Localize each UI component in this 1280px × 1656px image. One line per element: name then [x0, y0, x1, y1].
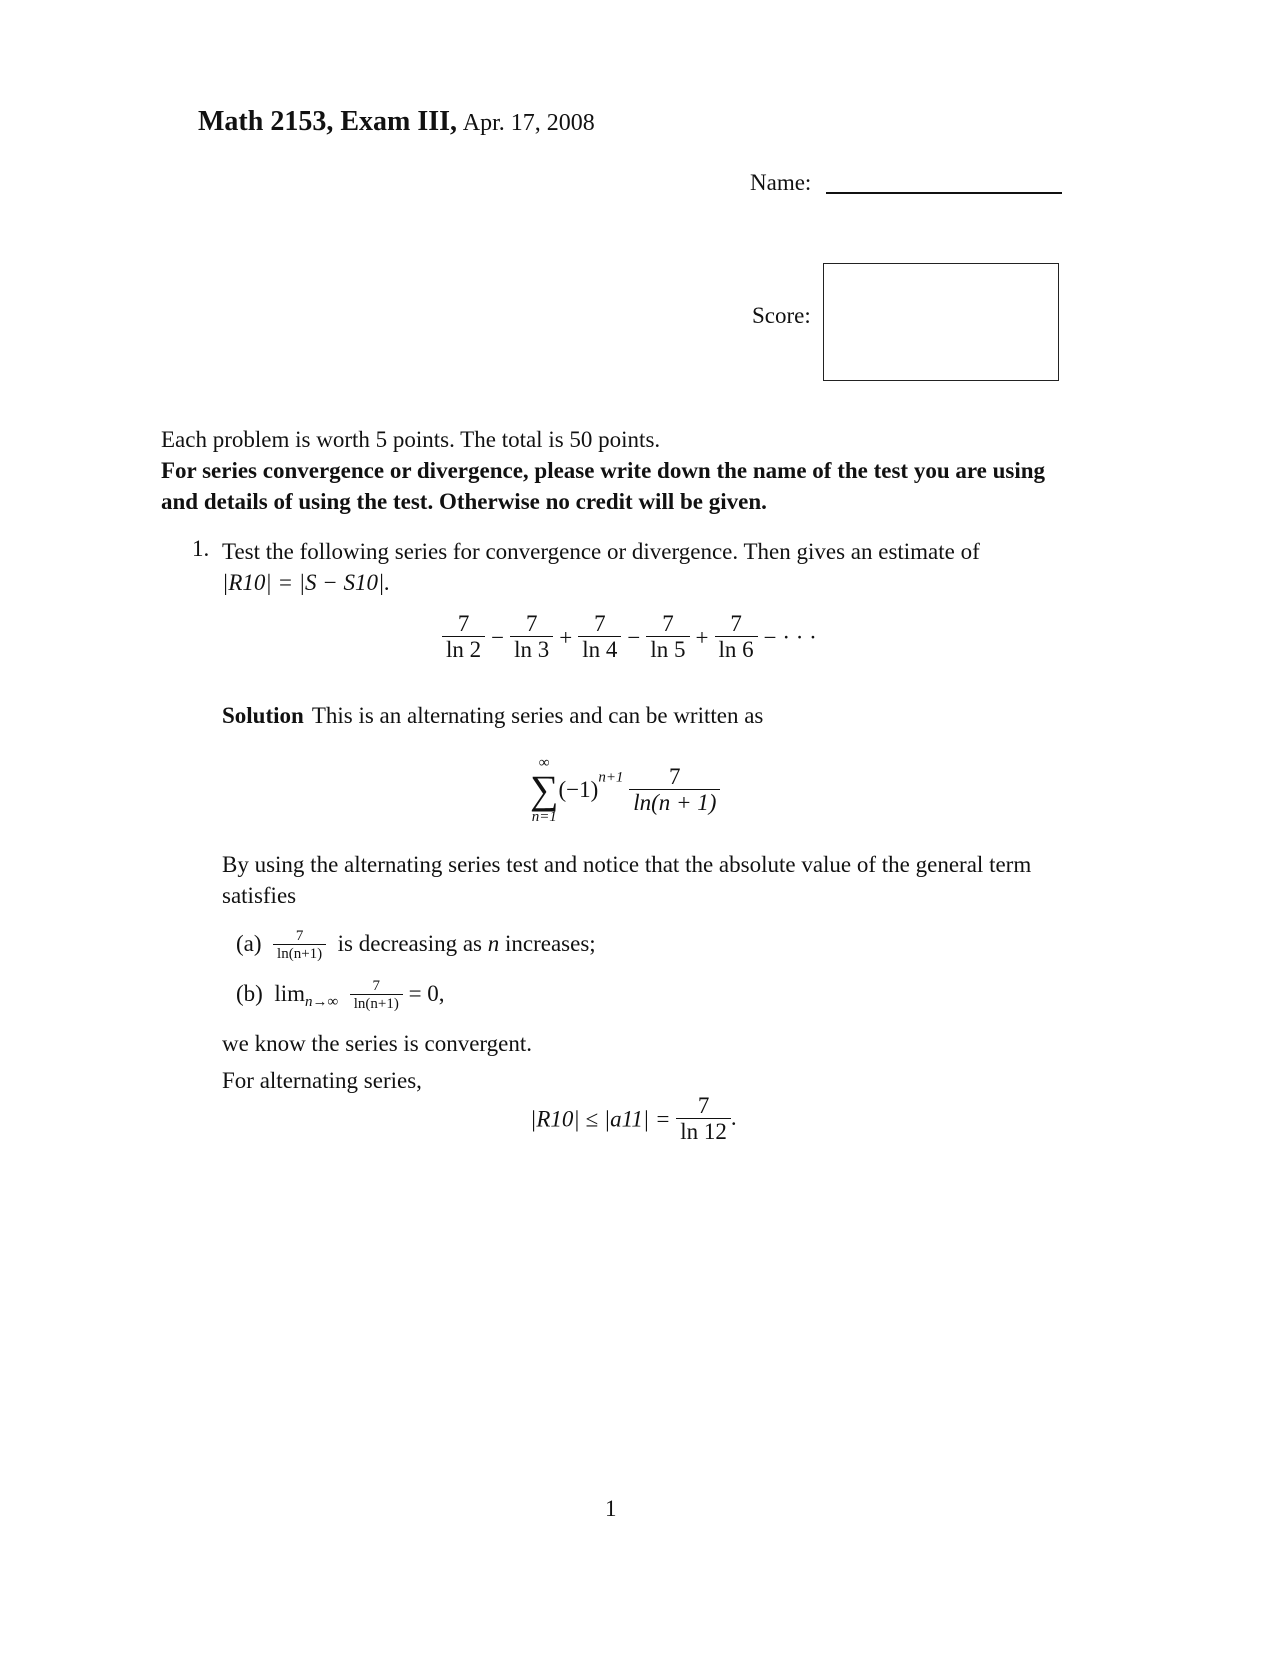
problem-estimate-expr: |R10| = |S − S10|. [222, 570, 391, 595]
series-term-4: $\frac{7}{\ln 5}$ [646, 612, 689, 663]
by-text: By using the alternating series test and notice that the absolute value of the general term satisfies [222, 852, 1032, 908]
series-op-4: + [695, 624, 709, 650]
exam-title [198, 106, 595, 138]
instructions-bold: For series convergence or divergence, please write down the name of the test you are using and details of using the test. Otherwise no credit will be given. [161, 458, 1046, 514]
condition-b: (b) $\lim_{n\to\infty}$ $\frac{7}{\ln(n+1)}$ = 0, [236, 978, 445, 1012]
name-field[interactable] [826, 192, 1062, 194]
series-term-1: $\frac{7}{\ln 2}$ [442, 612, 485, 663]
sigma-exponent: n+1 [598, 769, 624, 786]
series-op-1: − [491, 624, 505, 650]
instructions [161, 424, 1061, 517]
remainder-bound: |R10| ≤ |a11| = $\frac{7}{\ln 12}$ . [530, 1093, 737, 1144]
solution-label: Solution [222, 703, 304, 728]
sigma-fraction: $\frac{7}{\ln(n + 1)}$ [629, 765, 720, 816]
name-label: Name: [750, 170, 812, 195]
exam-title-bold: Math 2153, Exam III, [198, 106, 458, 137]
score-label: Score: [752, 303, 811, 328]
problem-text: Test the following series for convergence or divergence. Then gives an estimate of [222, 539, 980, 564]
score-box[interactable] [823, 263, 1059, 381]
series-op-2: + [559, 624, 573, 650]
exam-date: Apr. 17, 2008 [462, 110, 595, 136]
condition-b-fraction: $\frac{7}{\ln(n+1)}$ [350, 978, 403, 1013]
sigma-term: (−1) [558, 777, 599, 802]
series-term-2: $\frac{7}{\ln 3}$ [510, 612, 553, 663]
condition-a: (a) $\frac{7}{\ln(n+1)}$ is decreasing as n increases; [236, 928, 596, 962]
condition-a-fraction: $\frac{7}{\ln(n+1)}$ [273, 928, 326, 963]
solution-text: This is an alternating series and can be written as [311, 703, 764, 728]
page-number: 1 [605, 1496, 617, 1521]
sigma-expression [530, 755, 720, 825]
series-op-3: − [627, 624, 641, 650]
series-expression [442, 612, 823, 663]
series-term-5: $\frac{7}{\ln 6}$ [715, 612, 758, 663]
conclusion: we know the series is convergent. [222, 1031, 532, 1056]
for-alternating: For alternating series, [222, 1068, 422, 1093]
series-op-5: − · · · [763, 624, 817, 650]
bound-fraction: $\frac{7}{\ln 12}$ [676, 1094, 731, 1145]
problem-number: 1. [192, 536, 210, 561]
series-term-3: $\frac{7}{\ln 4}$ [578, 612, 621, 663]
sigma-symbol: ∞ ∑ n=1 [530, 755, 559, 825]
solution-intro [222, 703, 763, 729]
problem-statement [222, 536, 1062, 598]
instructions-line: Each problem is worth 5 points. The total is 50 points. [161, 427, 661, 452]
bound-left: |R10| ≤ |a11| = [530, 1106, 671, 1132]
